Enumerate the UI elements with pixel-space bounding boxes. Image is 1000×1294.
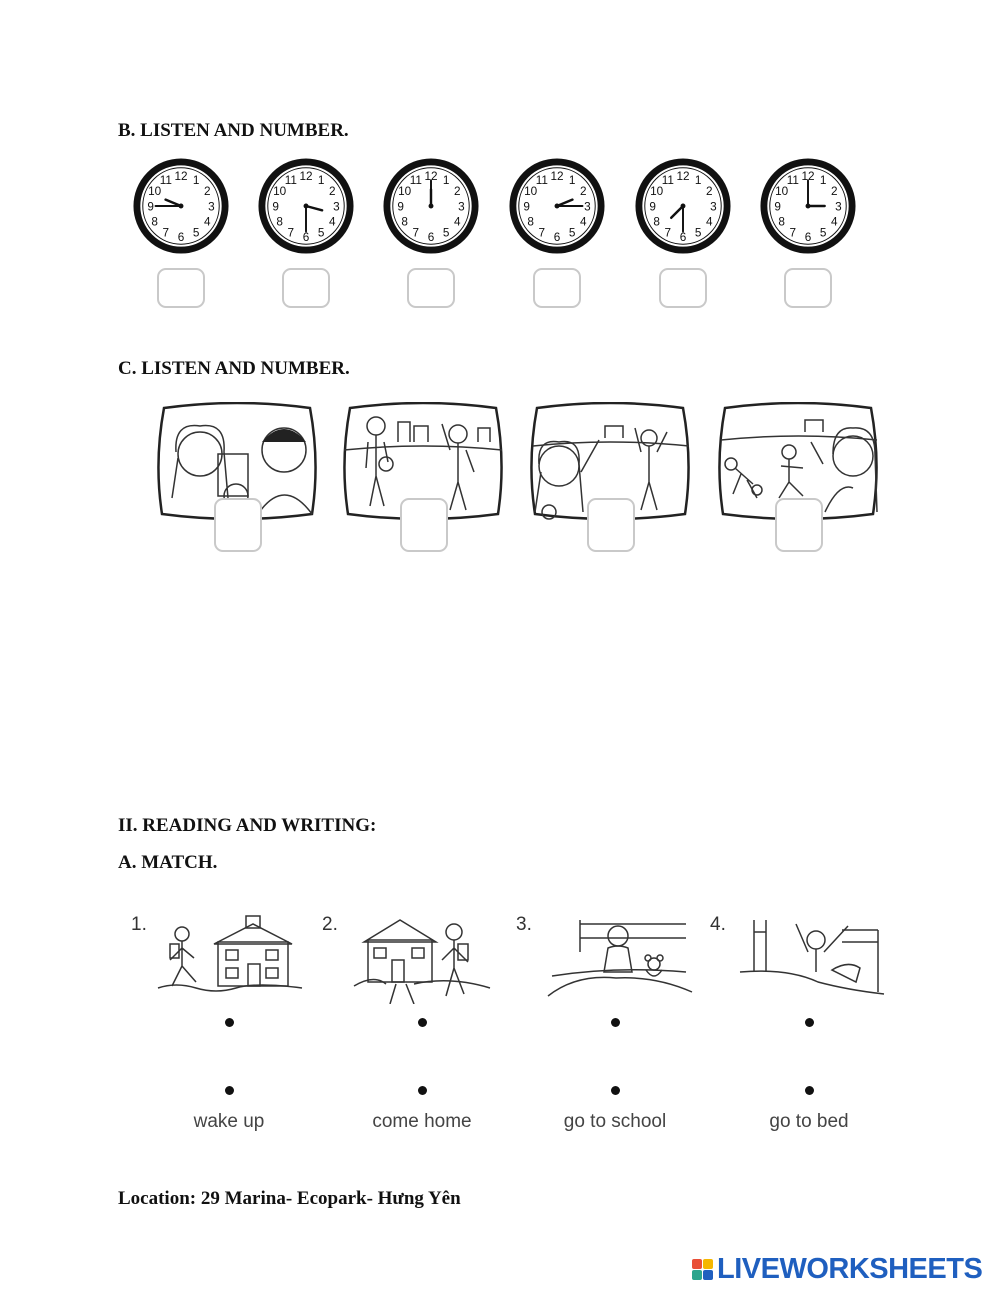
clock-numeral: 6 xyxy=(553,230,561,244)
clock-numeral: 10 xyxy=(273,185,287,199)
clock-numeral: 1 xyxy=(694,174,702,188)
clock-numeral: 1 xyxy=(442,174,450,188)
clock-numeral: 11 xyxy=(661,174,674,188)
clock-numeral: 10 xyxy=(775,185,789,199)
clock-numeral: 3 xyxy=(710,200,717,214)
match-dot-bottom-1[interactable] xyxy=(225,1086,234,1095)
clock-numeral: 5 xyxy=(568,226,576,240)
clock-numeral: 3 xyxy=(333,200,340,214)
logo-text: LIVEWORKSHEETS xyxy=(717,1252,983,1285)
clock-numeral: 12 xyxy=(299,170,313,184)
clock-numeral: 12 xyxy=(676,170,690,184)
match-label-go-to-school: go to school xyxy=(563,1111,667,1132)
scene-answer-box[interactable] xyxy=(775,498,823,552)
clock-numeral: 6 xyxy=(804,230,812,244)
clock-numeral: 1 xyxy=(568,174,576,188)
clock-numeral: 4 xyxy=(580,215,587,229)
section-a-title: A. MATCH. xyxy=(118,852,218,873)
clock-icon xyxy=(508,157,606,255)
clock-icon xyxy=(382,157,480,255)
scene-answer-box[interactable] xyxy=(587,498,635,552)
clock-numeral: 8 xyxy=(276,215,283,229)
clock-numeral: 3 xyxy=(208,200,215,214)
clock-numeral: 7 xyxy=(789,226,797,240)
clock-answer-box[interactable] xyxy=(784,268,832,308)
clock-numeral: 5 xyxy=(694,226,702,240)
clock-numeral: 9 xyxy=(397,200,404,214)
clock-icon xyxy=(257,157,355,255)
match-dot-top-3[interactable] xyxy=(611,1018,620,1027)
clock-numeral: 9 xyxy=(774,200,781,214)
clock-icon xyxy=(634,157,732,255)
clock-numeral: 6 xyxy=(302,230,310,244)
clock-numeral: 4 xyxy=(454,215,461,229)
match-label-wake-up: wake up xyxy=(193,1111,265,1132)
boy-waking-up-icon xyxy=(738,912,886,1004)
clock-numeral: 5 xyxy=(442,226,450,240)
clock-icon xyxy=(132,157,230,255)
clock-numeral: 8 xyxy=(151,215,158,229)
clock-numeral: 10 xyxy=(148,185,162,199)
logo-mark-icon xyxy=(692,1259,713,1280)
clock-numeral: 10 xyxy=(650,185,664,199)
clock-answer-box[interactable] xyxy=(157,268,205,308)
clock-numeral: 3 xyxy=(584,200,591,214)
match-dot-top-1[interactable] xyxy=(225,1018,234,1027)
match-number-3: 3. xyxy=(516,914,532,935)
clock-numeral: 8 xyxy=(527,215,534,229)
clock-numeral: 3 xyxy=(458,200,465,214)
clock-numeral: 4 xyxy=(706,215,713,229)
girl-in-bed-icon xyxy=(546,912,694,1004)
match-label-come-home: come home xyxy=(372,1111,472,1132)
clock-numeral: 2 xyxy=(329,185,336,199)
clock-numeral: 5 xyxy=(317,226,325,240)
match-dot-top-4[interactable] xyxy=(805,1018,814,1027)
match-number-4: 4. xyxy=(710,914,726,935)
clock-numeral: 1 xyxy=(819,174,827,188)
walking-to-school-icon xyxy=(156,912,304,1004)
clock-answer-box[interactable] xyxy=(407,268,455,308)
match-number-1: 1. xyxy=(131,914,147,935)
clock-numeral: 12 xyxy=(550,170,564,184)
clock-numeral: 5 xyxy=(819,226,827,240)
clock-numeral: 12 xyxy=(174,170,188,184)
coming-home-icon xyxy=(350,912,498,1004)
clock-numeral: 2 xyxy=(454,185,461,199)
match-dot-bottom-2[interactable] xyxy=(418,1086,427,1095)
clock-icon xyxy=(759,157,857,255)
clock-numeral: 6 xyxy=(679,230,687,244)
clock-numeral: 2 xyxy=(580,185,587,199)
clock-numeral: 7 xyxy=(538,226,546,240)
clock-numeral: 10 xyxy=(524,185,538,199)
clock-numeral: 10 xyxy=(398,185,412,199)
clock-numeral: 11 xyxy=(409,174,422,188)
liveworksheets-logo[interactable] xyxy=(692,1252,982,1286)
clock-numeral: 2 xyxy=(706,185,713,199)
match-label-go-to-bed: go to bed xyxy=(769,1111,849,1132)
section-b-title: B. LISTEN AND NUMBER. xyxy=(118,120,349,141)
clock-numeral: 9 xyxy=(147,200,154,214)
clock-numeral: 1 xyxy=(317,174,325,188)
clock-numeral: 11 xyxy=(284,174,297,188)
section-c-title: C. LISTEN AND NUMBER. xyxy=(118,358,350,379)
clock-numeral: 11 xyxy=(786,174,799,188)
match-dot-bottom-4[interactable] xyxy=(805,1086,814,1095)
clock-numeral: 5 xyxy=(192,226,200,240)
clock-numeral: 1 xyxy=(192,174,200,188)
clock-numeral: 12 xyxy=(801,170,815,184)
clock-answer-box[interactable] xyxy=(659,268,707,308)
clock-numeral: 4 xyxy=(329,215,336,229)
clock-numeral: 4 xyxy=(204,215,211,229)
clock-numeral: 7 xyxy=(162,226,170,240)
match-number-2: 2. xyxy=(322,914,338,935)
clock-numeral: 2 xyxy=(204,185,211,199)
clock-numeral: 8 xyxy=(401,215,408,229)
clock-numeral: 8 xyxy=(778,215,785,229)
clock-numeral: 8 xyxy=(653,215,660,229)
match-dot-top-2[interactable] xyxy=(418,1018,427,1027)
clock-numeral: 6 xyxy=(427,230,435,244)
clock-numeral: 9 xyxy=(649,200,656,214)
clock-numeral: 3 xyxy=(835,200,842,214)
clock-numeral: 11 xyxy=(535,174,548,188)
scene-answer-box[interactable] xyxy=(214,498,262,552)
clock-numeral: 2 xyxy=(831,185,838,199)
clock-numeral: 7 xyxy=(412,226,420,240)
clock-answer-box[interactable] xyxy=(282,268,330,308)
clock-answer-box[interactable] xyxy=(533,268,581,308)
clock-numeral: 9 xyxy=(272,200,279,214)
clock-numeral: 6 xyxy=(177,230,185,244)
clock-numeral: 12 xyxy=(424,170,438,184)
scene-answer-box[interactable] xyxy=(400,498,448,552)
clock-numeral: 4 xyxy=(831,215,838,229)
location-text: Location: 29 Marina- Ecopark- Hưng Yên xyxy=(118,1188,461,1209)
section-ii-title: II. READING AND WRITING: xyxy=(118,815,377,836)
clock-numeral: 11 xyxy=(159,174,172,188)
clock-numeral: 7 xyxy=(287,226,295,240)
clock-numeral: 9 xyxy=(523,200,530,214)
clock-numeral: 7 xyxy=(664,226,672,240)
match-dot-bottom-3[interactable] xyxy=(611,1086,620,1095)
